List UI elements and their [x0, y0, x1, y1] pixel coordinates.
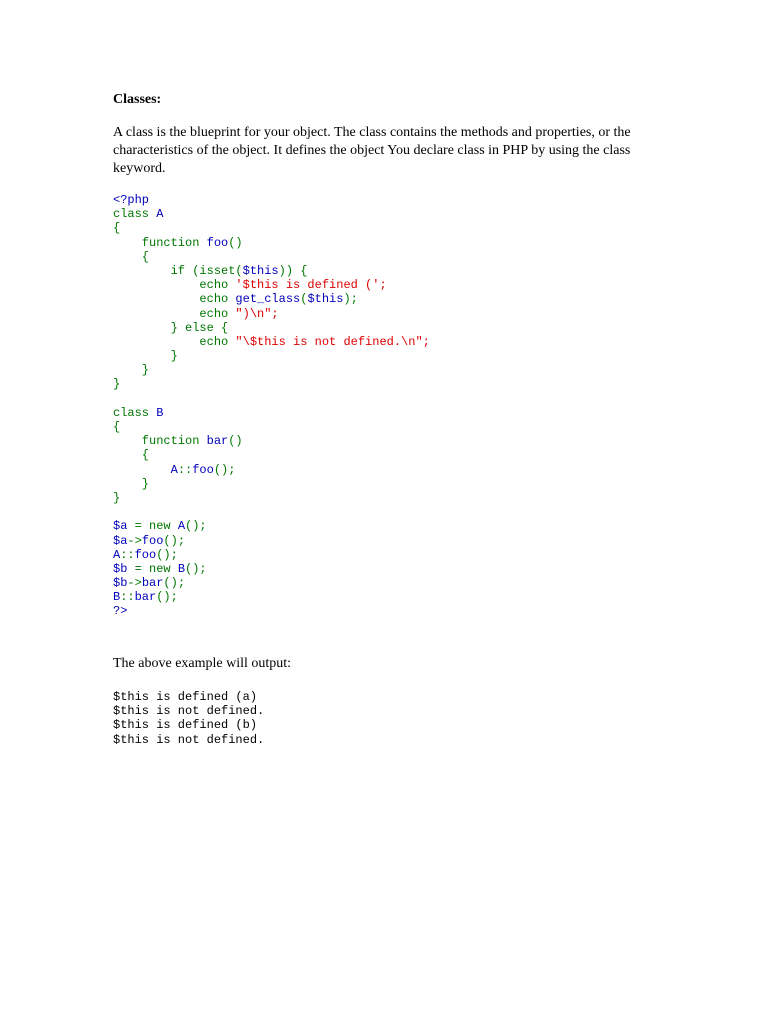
code-token: (); [156, 590, 178, 605]
code-token: bar [206, 434, 229, 449]
intro-paragraph: A class is the blueprint for your object. The class contains the methods and properties, or the characteristics of the object. It defines the object You declare class in PHP by using the class keyword. [113, 125, 631, 176]
section-heading: Classes: [113, 92, 162, 107]
output-code-block [113, 690, 264, 747]
code-token: { [113, 221, 121, 236]
code-token: A [170, 462, 178, 477]
code-token: { [113, 420, 121, 434]
code-line [113, 548, 430, 562]
code-token: "\$this is not defined.\n"; [235, 334, 430, 349]
code-token: echo [113, 306, 236, 321]
code-token: { [113, 448, 150, 463]
output-line: $this is defined (a) [113, 690, 258, 704]
code-token: (); [213, 462, 236, 477]
code-line [113, 349, 430, 363]
code-token: <?php [113, 193, 150, 207]
code-token: )) { [278, 263, 308, 278]
code-token: B [177, 561, 186, 576]
code-line [113, 193, 430, 207]
code-token: echo [113, 292, 236, 307]
code-token: (); [163, 576, 186, 591]
code-token: } [113, 476, 150, 491]
code-line [113, 377, 430, 391]
code-line [113, 448, 430, 462]
code-line [113, 363, 430, 377]
code-line [113, 392, 430, 406]
code-line [113, 264, 430, 278]
code-line [113, 278, 430, 292]
code-token: () [228, 434, 243, 449]
code-line [113, 519, 430, 533]
code-token: A [177, 519, 186, 534]
code-token: '$this is defined ('; [235, 278, 387, 293]
code-token: $a [113, 519, 128, 534]
code-token: { [113, 249, 150, 264]
output-label: The above example will output: [113, 656, 292, 671]
code-token: class [113, 207, 157, 222]
code-token: (); [156, 547, 178, 562]
code-token: foo [134, 547, 157, 562]
code-line [113, 406, 430, 420]
code-token: ( [300, 292, 308, 307]
output-line: $this is defined (b) [113, 718, 258, 733]
code-token: class [113, 405, 157, 420]
code-token [113, 463, 171, 477]
code-token: -> [127, 533, 142, 548]
code-line [113, 321, 430, 335]
code-line [113, 491, 430, 505]
code-token: ?> [113, 604, 128, 619]
code-token: (); [185, 561, 207, 576]
code-token: foo [141, 533, 164, 548]
code-line [113, 477, 430, 491]
code-line [113, 505, 430, 519]
code-token: } else { [113, 320, 229, 335]
code-line [113, 562, 430, 576]
code-token: if (isset( [113, 263, 243, 278]
code-line [113, 463, 430, 477]
output-line: $this is not defined. [113, 704, 265, 719]
code-line [113, 434, 430, 448]
code-token: $b [113, 561, 128, 576]
code-line [113, 250, 430, 264]
php-code-block [113, 193, 430, 619]
code-token: $b [113, 576, 128, 591]
code-token: } [113, 349, 178, 364]
code-token: (); [185, 519, 207, 534]
code-token: } [113, 363, 150, 378]
code-token: echo [113, 334, 236, 349]
code-token: foo [206, 235, 229, 250]
code-line [113, 534, 430, 548]
code-token: -> [127, 576, 142, 591]
code-token: $a [113, 533, 128, 548]
code-token: echo [113, 278, 236, 293]
code-line [113, 207, 430, 221]
code-token: get_class [235, 292, 301, 307]
code-token: :: [120, 547, 135, 562]
code-token: B [113, 590, 121, 605]
code-token: () [228, 235, 243, 250]
code-token: (); [163, 533, 186, 548]
code-line [113, 335, 430, 349]
code-token: = new [127, 519, 178, 534]
code-line [113, 292, 430, 306]
code-token: $this [307, 292, 344, 307]
code-token: bar [134, 590, 157, 605]
code-token: function [113, 235, 207, 250]
code-token: } [113, 377, 121, 392]
code-line [113, 307, 430, 321]
code-token: B [156, 405, 164, 420]
code-line [113, 221, 430, 235]
code-line [113, 420, 430, 434]
code-token: = new [127, 561, 178, 576]
code-token: ")\n"; [235, 306, 279, 321]
code-token: } [113, 490, 121, 505]
code-token: :: [177, 462, 193, 477]
output-line: $this is not defined. [113, 732, 265, 747]
code-token: :: [120, 590, 135, 605]
code-token: A [156, 207, 164, 222]
code-line [113, 604, 430, 618]
code-token: A [113, 547, 121, 562]
code-token: foo [192, 462, 214, 477]
code-token: function [113, 434, 207, 449]
code-token: $this [242, 263, 279, 278]
code-token: ); [343, 292, 358, 307]
code-token: bar [141, 576, 164, 591]
code-line [113, 576, 430, 590]
code-line [113, 590, 430, 604]
code-line [113, 236, 430, 250]
